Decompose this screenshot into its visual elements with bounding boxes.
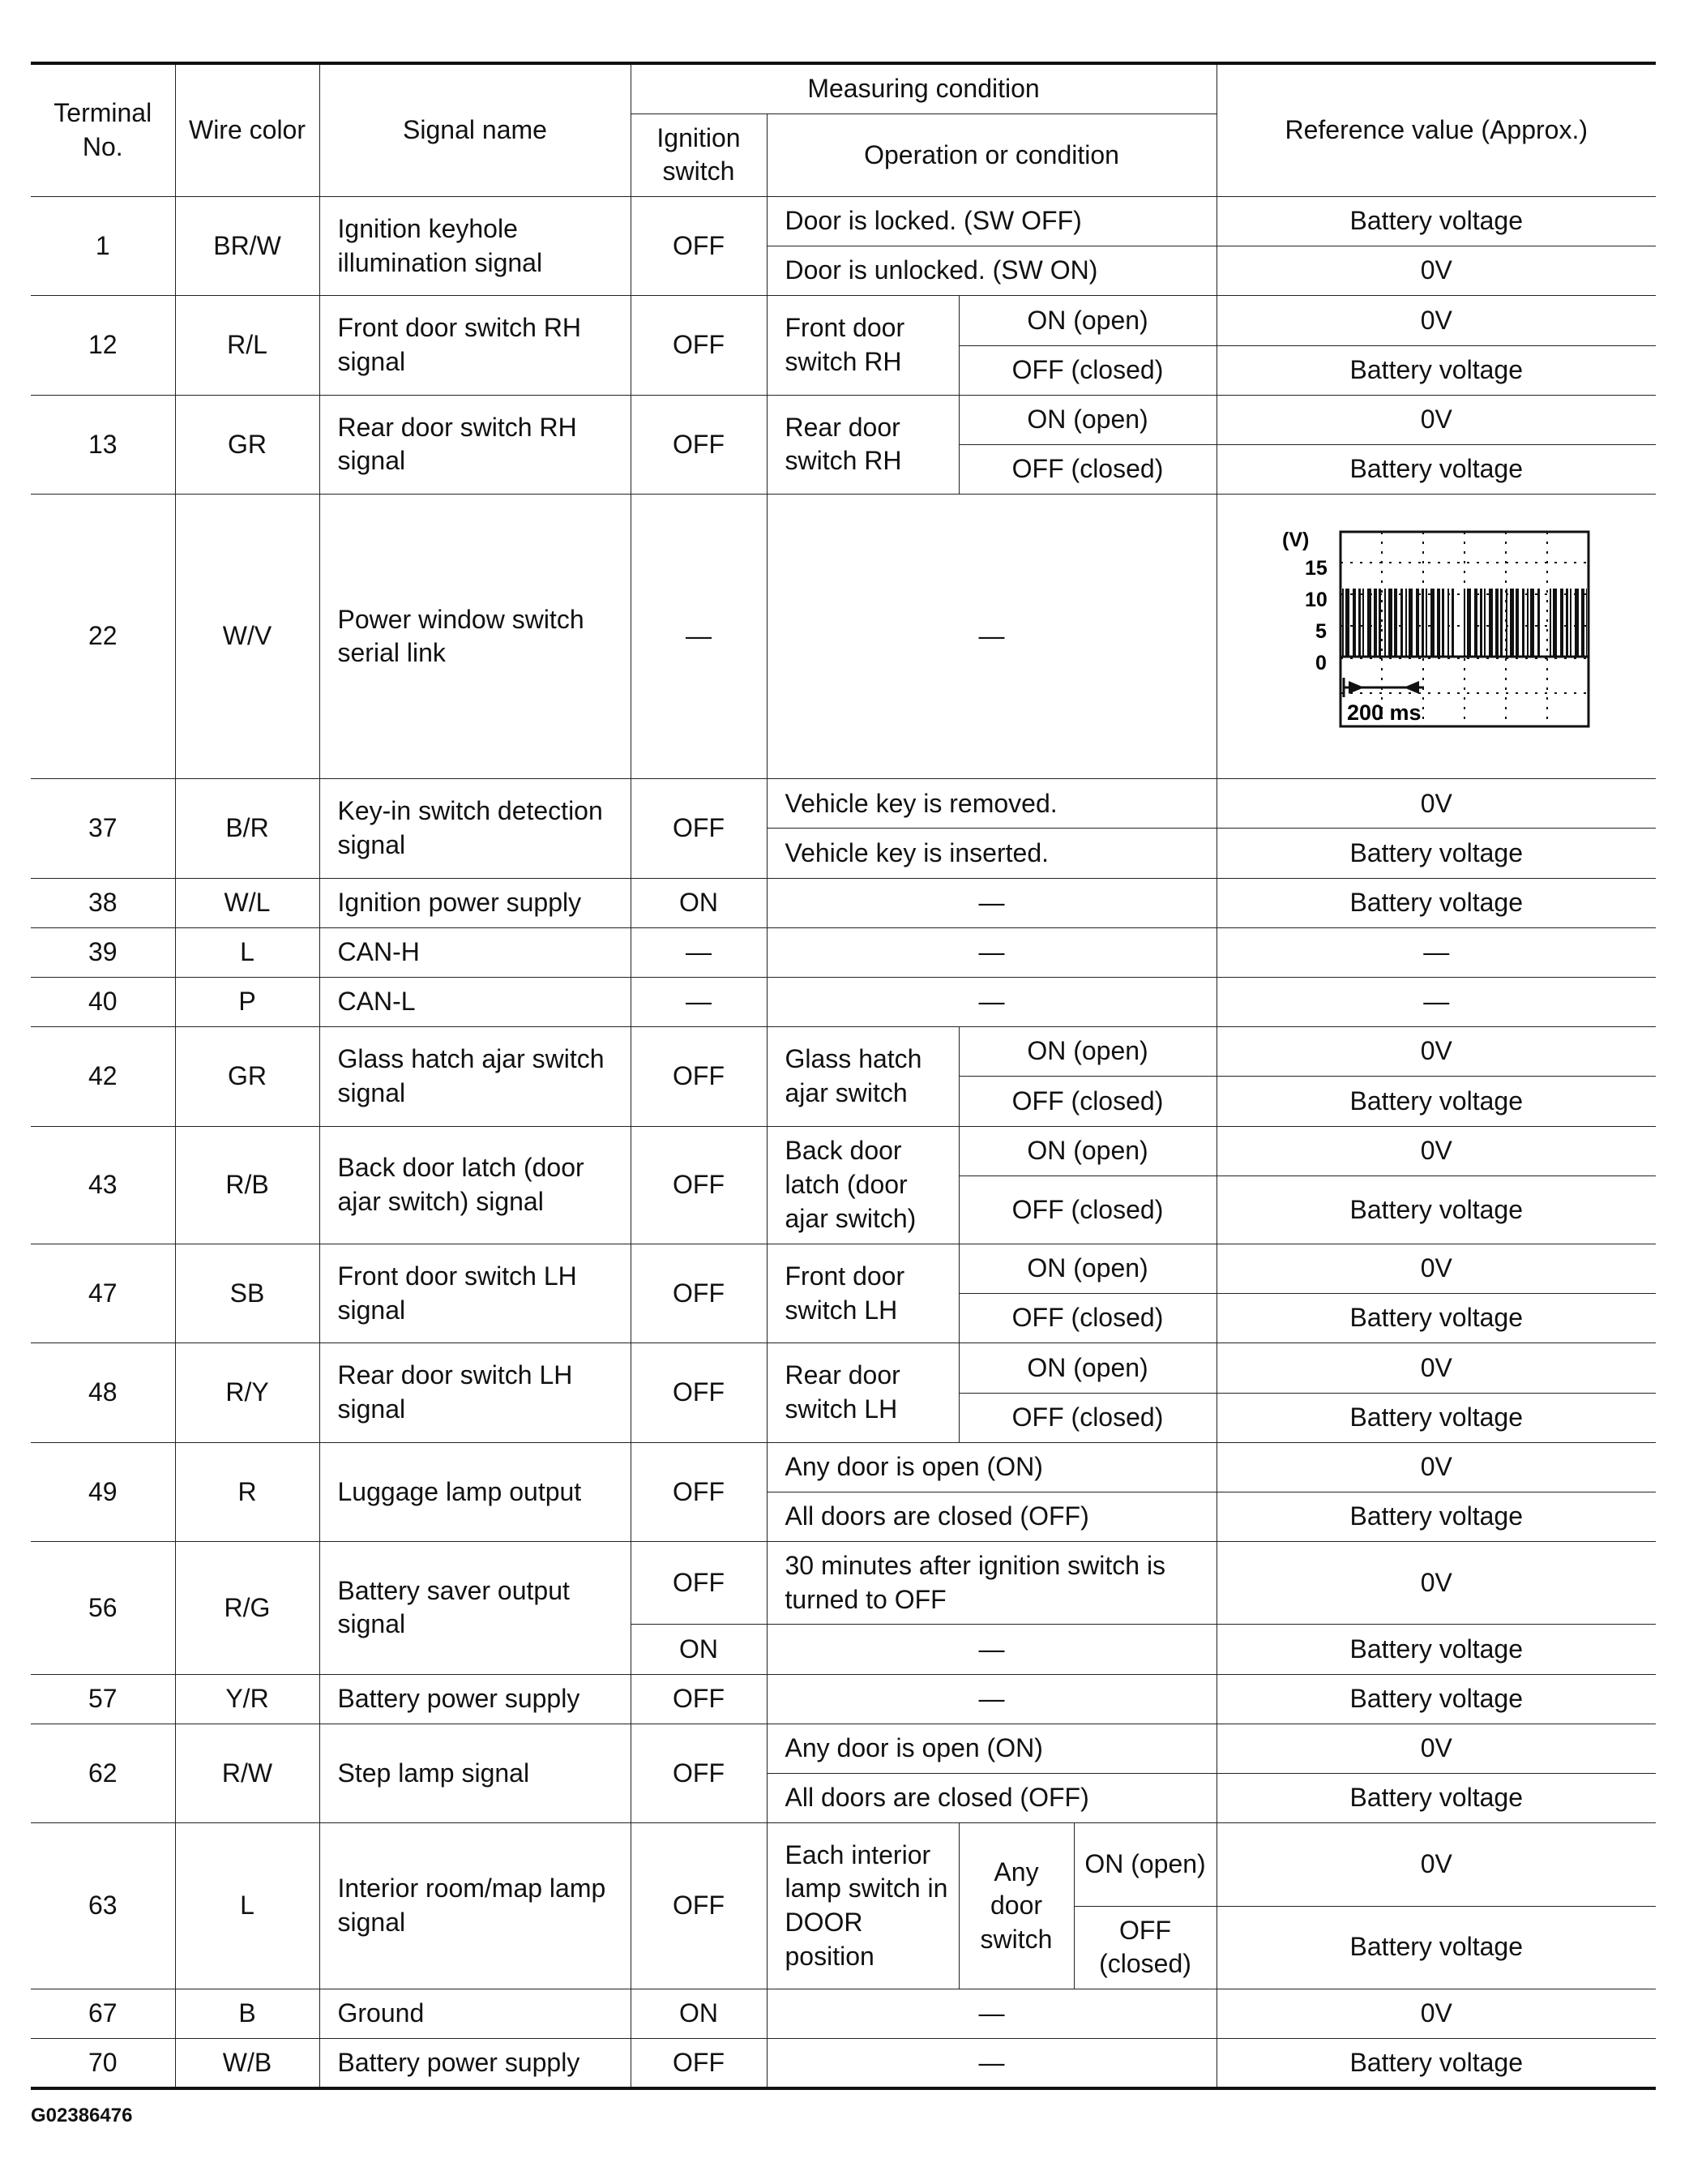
signal-name: Ground bbox=[319, 1989, 631, 2038]
door-switch-condition: Any door switch bbox=[959, 1823, 1074, 1989]
sub-condition: ON (open) bbox=[959, 1027, 1217, 1077]
signal-name: Battery power supply bbox=[319, 2039, 631, 2089]
terminal-no: 57 bbox=[31, 1674, 175, 1724]
reference-value: Battery voltage bbox=[1217, 345, 1656, 395]
table-row bbox=[31, 197, 1656, 246]
reference-value: 0V bbox=[1217, 1989, 1656, 2038]
condition: Glass hatch ajar switch bbox=[767, 1027, 959, 1126]
terminal-no: 67 bbox=[31, 1989, 175, 2038]
pulse bbox=[1516, 589, 1519, 657]
condition: Front door switch LH bbox=[767, 1244, 959, 1343]
ignition-state: OFF bbox=[631, 1027, 767, 1126]
wire-color: R/W bbox=[175, 1724, 319, 1822]
reference-value: Battery voltage bbox=[1217, 1294, 1656, 1343]
header-measuring-condition: Measuring condition bbox=[631, 63, 1217, 113]
wire-color: R/B bbox=[175, 1126, 319, 1244]
pulse bbox=[1553, 589, 1557, 657]
y-tick-15: 15 bbox=[1305, 557, 1328, 580]
condition: Door is locked. (SW OFF) bbox=[767, 197, 1217, 246]
table-row bbox=[31, 977, 1656, 1026]
pulse bbox=[1530, 589, 1534, 657]
condition: Any door is open (ON) bbox=[767, 1724, 1217, 1773]
reference-value: Battery voltage bbox=[1217, 444, 1656, 494]
terminal-no: 13 bbox=[31, 395, 175, 494]
pulse bbox=[1467, 589, 1471, 657]
wire-color: GR bbox=[175, 1027, 319, 1126]
condition: — bbox=[767, 1625, 1217, 1674]
wire-color: L bbox=[175, 927, 319, 977]
table-row bbox=[31, 1343, 1656, 1393]
sub-condition: OFF (closed) bbox=[959, 1393, 1217, 1442]
pulse bbox=[1522, 589, 1524, 657]
reference-value: 0V bbox=[1217, 1724, 1656, 1773]
reference-value: 0V bbox=[1217, 1244, 1656, 1294]
pulse bbox=[1506, 589, 1507, 657]
table-row bbox=[31, 395, 1656, 444]
signal-name: Front door switch LH signal bbox=[319, 1244, 631, 1343]
pulse bbox=[1570, 589, 1571, 657]
terminal-no: 40 bbox=[31, 977, 175, 1026]
sub-condition: ON (open) bbox=[1074, 1823, 1217, 1906]
reference-value: Battery voltage bbox=[1217, 1393, 1656, 1442]
pulse bbox=[1367, 589, 1371, 657]
signal-name: Rear door switch LH signal bbox=[319, 1343, 631, 1442]
reference-value: 0V bbox=[1217, 779, 1656, 829]
wire-color: R/G bbox=[175, 1542, 319, 1675]
condition: Rear door switch LH bbox=[767, 1343, 959, 1442]
pulse bbox=[1560, 589, 1563, 657]
pulse bbox=[1581, 589, 1584, 657]
condition: — bbox=[767, 1989, 1217, 2038]
ignition-state: ON bbox=[631, 878, 767, 927]
signal-name: Interior room/map lamp signal bbox=[319, 1823, 631, 1989]
terminal-no: 22 bbox=[31, 495, 175, 779]
ignition-state: OFF bbox=[631, 779, 767, 878]
ignition-state: OFF bbox=[631, 1674, 767, 1724]
condition: All doors are closed (OFF) bbox=[767, 1774, 1217, 1823]
table-row bbox=[31, 779, 1656, 829]
signal-name: Glass hatch ajar switch signal bbox=[319, 1027, 631, 1126]
reference-value: Battery voltage bbox=[1217, 1774, 1656, 1823]
condition: — bbox=[767, 1674, 1217, 1724]
signal-name: Ignition power supply bbox=[319, 878, 631, 927]
condition: — bbox=[767, 495, 1217, 779]
terminal-no: 42 bbox=[31, 1027, 175, 1126]
wire-color: R/Y bbox=[175, 1343, 319, 1442]
header-signal-name: Signal name bbox=[319, 63, 631, 197]
reference-value: — bbox=[1217, 927, 1656, 977]
ignition-state: — bbox=[631, 927, 767, 977]
signal-name: Luggage lamp output bbox=[319, 1442, 631, 1541]
reference-value: — bbox=[1217, 977, 1656, 1026]
terminal-no: 39 bbox=[31, 927, 175, 977]
wire-color: R bbox=[175, 1442, 319, 1541]
pulse bbox=[1566, 589, 1568, 657]
sub-condition: ON (open) bbox=[959, 1343, 1217, 1393]
terminal-spec-table-container bbox=[31, 62, 1656, 2090]
ignition-state: OFF bbox=[631, 1126, 767, 1244]
table-row bbox=[31, 495, 1656, 779]
pulse bbox=[1409, 589, 1413, 657]
sub-condition: ON (open) bbox=[959, 1126, 1217, 1176]
condition: — bbox=[767, 977, 1217, 1026]
terminal-no: 49 bbox=[31, 1442, 175, 1541]
pulse bbox=[1430, 589, 1435, 657]
terminal-no: 63 bbox=[31, 1823, 175, 1989]
reference-value: Battery voltage bbox=[1217, 1492, 1656, 1541]
terminal-no: 48 bbox=[31, 1343, 175, 1442]
ignition-state: OFF bbox=[631, 296, 767, 395]
reference-value: 0V bbox=[1217, 1343, 1656, 1393]
signal-name: Front door switch RH signal bbox=[319, 296, 631, 395]
reference-value: Battery voltage bbox=[1217, 829, 1656, 878]
pulse bbox=[1510, 589, 1514, 657]
reference-value: 0V bbox=[1217, 1027, 1656, 1077]
reference-value: 0V bbox=[1217, 1823, 1656, 1906]
signal-name: Power window switch serial link bbox=[319, 495, 631, 779]
y-tick-10: 10 bbox=[1305, 589, 1328, 612]
reference-value: Battery voltage bbox=[1217, 1674, 1656, 1724]
terminal-no: 47 bbox=[31, 1244, 175, 1343]
pulse bbox=[1489, 589, 1493, 657]
reference-value: 0V bbox=[1217, 1542, 1656, 1625]
pulse bbox=[1345, 589, 1349, 657]
sub-condition: OFF (closed) bbox=[1074, 1906, 1217, 1989]
ignition-state: OFF bbox=[631, 1724, 767, 1822]
condition: Vehicle key is removed. bbox=[767, 779, 1217, 829]
pulse bbox=[1388, 589, 1392, 657]
header-reference-value: Reference value (Approx.) bbox=[1217, 63, 1656, 197]
sub-condition: OFF (closed) bbox=[959, 1077, 1217, 1126]
condition: Each interior lamp switch in DOOR position bbox=[767, 1823, 959, 1989]
wire-color: W/V bbox=[175, 495, 319, 779]
pulse bbox=[1527, 589, 1529, 657]
signal-name: Rear door switch RH signal bbox=[319, 395, 631, 494]
pulse bbox=[1437, 589, 1440, 657]
reference-waveform bbox=[1217, 495, 1656, 779]
reference-value: 0V bbox=[1217, 395, 1656, 444]
wire-color: W/L bbox=[175, 878, 319, 927]
document-id: G02386476 bbox=[31, 2105, 133, 2126]
table-row bbox=[31, 1244, 1656, 1294]
sub-condition: OFF (closed) bbox=[959, 1294, 1217, 1343]
table-row bbox=[31, 1674, 1656, 1724]
table-row bbox=[31, 1542, 1656, 1625]
pulse bbox=[1550, 589, 1551, 657]
wire-color: W/B bbox=[175, 2039, 319, 2089]
header-terminal: Terminal No. bbox=[31, 63, 175, 197]
sub-condition: OFF (closed) bbox=[959, 444, 1217, 494]
condition: — bbox=[767, 2039, 1217, 2089]
header-operation-condition: Operation or condition bbox=[767, 113, 1217, 196]
pulse bbox=[1442, 589, 1444, 657]
terminal-no: 1 bbox=[31, 197, 175, 296]
ignition-state: ON bbox=[631, 1989, 767, 2038]
ignition-state: ON bbox=[631, 1625, 767, 1674]
terminal-no: 37 bbox=[31, 779, 175, 878]
signal-name: CAN-H bbox=[319, 927, 631, 977]
reference-value: 0V bbox=[1217, 296, 1656, 345]
signal-name: CAN-L bbox=[319, 977, 631, 1026]
pulse bbox=[1422, 589, 1424, 657]
condition: — bbox=[767, 878, 1217, 927]
ignition-state: OFF bbox=[631, 1343, 767, 1442]
terminal-no: 43 bbox=[31, 1126, 175, 1244]
ignition-state: — bbox=[631, 977, 767, 1026]
condition: Any door is open (ON) bbox=[767, 1442, 1217, 1492]
terminal-spec-table bbox=[31, 62, 1656, 2090]
condition: 30 minutes after ignition switch is turned to OFF bbox=[767, 1542, 1217, 1625]
condition: Rear door switch RH bbox=[767, 395, 959, 494]
pulse bbox=[1474, 589, 1477, 657]
sub-condition: OFF (closed) bbox=[959, 345, 1217, 395]
pulse bbox=[1537, 589, 1540, 657]
wire-color: BR/W bbox=[175, 197, 319, 296]
pulse bbox=[1586, 589, 1587, 657]
table-row bbox=[31, 296, 1656, 345]
wire-color: GR bbox=[175, 395, 319, 494]
pulse bbox=[1416, 589, 1419, 657]
pulse bbox=[1464, 589, 1465, 657]
terminal-no: 70 bbox=[31, 2039, 175, 2089]
header-wire-color: Wire color bbox=[175, 63, 319, 197]
signal-name: Back door latch (door ajar switch) signal bbox=[319, 1126, 631, 1244]
pulse bbox=[1426, 589, 1427, 657]
condition: Vehicle key is inserted. bbox=[767, 829, 1217, 878]
ignition-state: OFF bbox=[631, 2039, 767, 2089]
sub-condition: ON (open) bbox=[959, 1244, 1217, 1294]
pulse bbox=[1575, 589, 1579, 657]
reference-value: Battery voltage bbox=[1217, 1077, 1656, 1126]
wire-color: Y/R bbox=[175, 1674, 319, 1724]
y-tick-0: 0 bbox=[1315, 652, 1328, 675]
table-row bbox=[31, 2039, 1656, 2089]
table-row bbox=[31, 1989, 1656, 2038]
sub-condition: ON (open) bbox=[959, 395, 1217, 444]
signal-name: Ignition keyhole illumination signal bbox=[319, 197, 631, 296]
pulse bbox=[1500, 589, 1503, 657]
pulse bbox=[1405, 589, 1407, 657]
wire-color: P bbox=[175, 977, 319, 1026]
wire-color: R/L bbox=[175, 296, 319, 395]
wire-color: L bbox=[175, 1823, 319, 1989]
pulse bbox=[1484, 589, 1486, 657]
condition: Front door switch RH bbox=[767, 296, 959, 395]
table-row bbox=[31, 1027, 1656, 1077]
pulse bbox=[1394, 589, 1397, 657]
reference-value: 0V bbox=[1217, 1442, 1656, 1492]
reference-value: Battery voltage bbox=[1217, 878, 1656, 927]
signal-name: Step lamp signal bbox=[319, 1724, 631, 1822]
pulse bbox=[1362, 589, 1364, 657]
ignition-state: OFF bbox=[631, 1442, 767, 1541]
ignition-state: OFF bbox=[631, 1542, 767, 1625]
ignition-state: — bbox=[631, 495, 767, 779]
time-scale-label: 200 ms bbox=[1347, 700, 1422, 726]
table-row bbox=[31, 878, 1656, 927]
pulse bbox=[1495, 589, 1499, 657]
reference-value: 0V bbox=[1217, 1126, 1656, 1176]
table-row bbox=[31, 1823, 1656, 1906]
pulse bbox=[1379, 589, 1381, 657]
wire-color: B bbox=[175, 1989, 319, 2038]
pulse bbox=[1353, 589, 1356, 657]
pulse bbox=[1480, 589, 1482, 657]
wire-color: B/R bbox=[175, 779, 319, 878]
table-row bbox=[31, 1724, 1656, 1773]
terminal-no: 56 bbox=[31, 1542, 175, 1675]
table-row bbox=[31, 1126, 1656, 1176]
y-tick-5: 5 bbox=[1315, 620, 1328, 644]
reference-value: Battery voltage bbox=[1217, 197, 1656, 246]
pulse bbox=[1342, 589, 1344, 657]
pulse bbox=[1384, 589, 1386, 657]
ignition-state: OFF bbox=[631, 1823, 767, 1989]
condition: Door is unlocked. (SW ON) bbox=[767, 246, 1217, 296]
ignition-state: OFF bbox=[631, 197, 767, 296]
terminal-no: 62 bbox=[31, 1724, 175, 1822]
terminal-no: 12 bbox=[31, 296, 175, 395]
table-row bbox=[31, 1442, 1656, 1492]
pulse bbox=[1452, 589, 1454, 657]
pulse bbox=[1374, 589, 1377, 657]
pulse bbox=[1400, 589, 1403, 657]
serial-link-waveform bbox=[1282, 527, 1590, 746]
condition: Back door latch (door ajar switch) bbox=[767, 1126, 959, 1244]
table-row bbox=[31, 927, 1656, 977]
signal-name: Key-in switch detection signal bbox=[319, 779, 631, 878]
reference-value: 0V bbox=[1217, 246, 1656, 296]
sub-condition: OFF (closed) bbox=[959, 1176, 1217, 1244]
signal-name: Battery power supply bbox=[319, 1674, 631, 1724]
header-ignition-switch: Ignition switch bbox=[631, 113, 767, 196]
reference-value: Battery voltage bbox=[1217, 1625, 1656, 1674]
ignition-state: OFF bbox=[631, 1244, 767, 1343]
condition: All doors are closed (OFF) bbox=[767, 1492, 1217, 1541]
condition: — bbox=[767, 927, 1217, 977]
reference-value: Battery voltage bbox=[1217, 2039, 1656, 2089]
wire-color: SB bbox=[175, 1244, 319, 1343]
voltage-unit-label: (V) bbox=[1282, 529, 1310, 552]
pulse bbox=[1358, 589, 1361, 657]
sub-condition: ON (open) bbox=[959, 296, 1217, 345]
reference-value: Battery voltage bbox=[1217, 1906, 1656, 1989]
reference-value: Battery voltage bbox=[1217, 1176, 1656, 1244]
pulse bbox=[1447, 589, 1449, 657]
ignition-state: OFF bbox=[631, 395, 767, 494]
signal-name: Battery saver output signal bbox=[319, 1542, 631, 1675]
terminal-no: 38 bbox=[31, 878, 175, 927]
